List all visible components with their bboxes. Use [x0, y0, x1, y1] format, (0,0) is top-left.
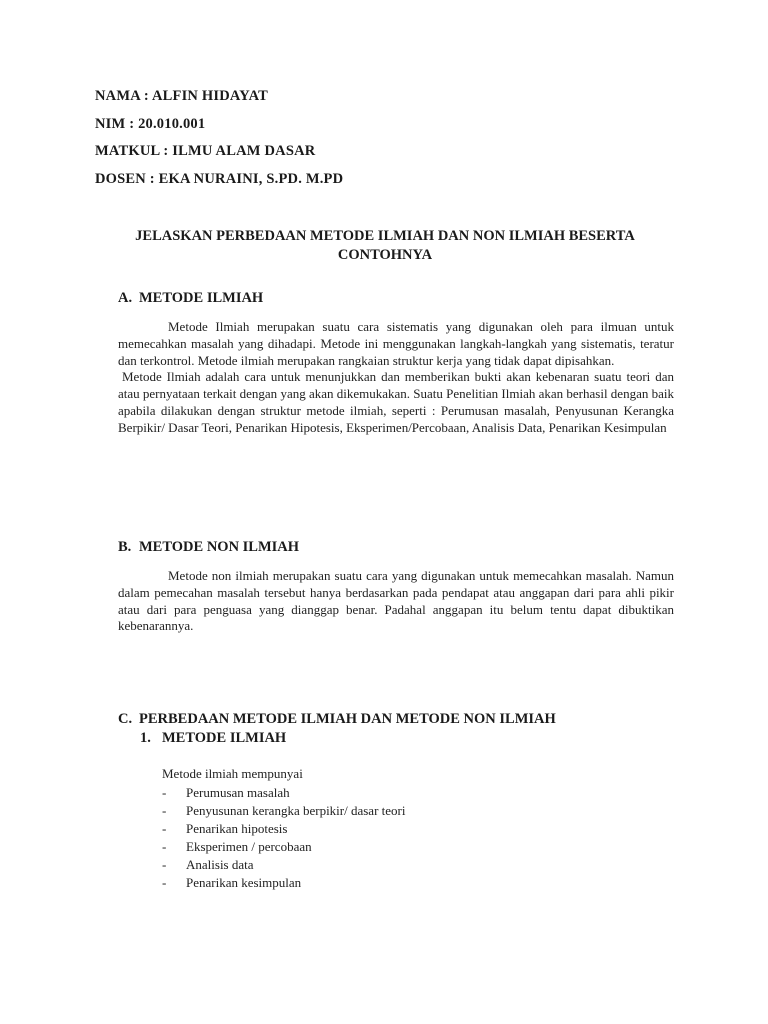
section-a-marker: A.: [118, 290, 133, 306]
list-intro: Metode ilmiah mempunyai: [162, 766, 303, 781]
student-name: NAMA : ALFIN HIDAYAT: [95, 88, 269, 104]
section-a-body: [118, 319, 674, 437]
section-a-paragraph-2: Metode Ilmiah adalah cara untuk menunjukkan dan memberikan bukti akan kebenaran suatu teori dan atau pernyataan terkait dengan yang akan dikemukakan. Suatu Penelitian Ilmiah akan berhasil dengan baik apabila dilakukan dengan struktur metode ilmiah, seperti : Perumusan masalah, Penyusunan Kerangka Berpikir/ Dasar Teori, Penarikan Hipotesis, Eksperimen/Percobaan, Analisis Data, Penarikan Kesimpulan: [118, 369, 674, 435]
lecturer-name: DOSEN : EKA NURAINI, S.PD. M.PD: [95, 171, 344, 187]
list-item-text: Analisis data: [186, 857, 254, 872]
list-item: [162, 784, 405, 802]
section-b-title: METODE NON ILMIAH: [139, 539, 300, 555]
dash-bullet: -: [162, 821, 167, 836]
list-item: [162, 838, 405, 856]
section-b-paragraph-1: Metode non ilmiah merupakan suatu cara yang digunakan untuk memecahkan masalah. Namun dalam pemecahan masalah tersebut hanya berdasarkan pada pendapat atau anggapan dari para ahli pikir atau dari para penguasa yang dianggap benar. Padahal anggapan itu belum tentu dapat dibuktikan kebenarannya.: [118, 568, 674, 634]
student-nim: NIM : 20.010.001: [95, 116, 206, 132]
list-item-text: Penarikan hipotesis: [186, 821, 288, 836]
list-item-text: Penyusunan kerangka berpikir/ dasar teori: [186, 803, 406, 818]
list-item: [162, 874, 405, 892]
dash-bullet: -: [162, 857, 167, 872]
section-c-marker: C.: [118, 711, 133, 727]
page-title: JELASKAN PERBEDAAN METODE ILMIAH DAN NON ILMIAH BESERTA CONTOHNYA: [135, 228, 635, 263]
section-b-body: [118, 568, 674, 635]
list-item: [162, 820, 405, 838]
list-item-text: Eksperimen / percobaan: [186, 839, 312, 854]
course-name: MATKUL : ILMU ALAM DASAR: [95, 143, 316, 159]
section-c-title: PERBEDAAN METODE ILMIAH DAN METODE NON ILMIAH: [139, 711, 556, 727]
section-c-sub-title: METODE ILMIAH: [162, 730, 287, 746]
section-a-paragraph-1: Metode Ilmiah merupakan suatu cara sistematis yang digunakan oleh para ilmuan untuk memecahkan masalah yang dihadapi. Metode ini menggunakan langkah-langkah yang sistematis, teratur dan terkontrol. Metode ilmiah merupakan rangkaian struktur kerja yang tidak dapat dipisahkan.: [118, 319, 674, 368]
section-a-heading: [118, 290, 263, 307]
section-a-title: METODE ILMIAH: [139, 290, 264, 306]
dash-bullet: -: [162, 875, 167, 890]
method-steps-list: [162, 784, 405, 892]
dash-bullet: -: [162, 839, 167, 854]
section-b-heading: [118, 539, 299, 556]
section-c-heading: [118, 711, 556, 728]
section-c-sub-marker: 1.: [140, 730, 151, 746]
dash-bullet: -: [162, 785, 167, 800]
list-item-text: Penarikan kesimpulan: [186, 875, 302, 890]
dash-bullet: -: [162, 803, 167, 818]
section-b-marker: B.: [118, 539, 132, 555]
list-item: [162, 856, 405, 874]
section-c-subheading: [140, 730, 286, 747]
list-item-text: Perumusan masalah: [186, 785, 290, 800]
list-item: [162, 802, 405, 820]
